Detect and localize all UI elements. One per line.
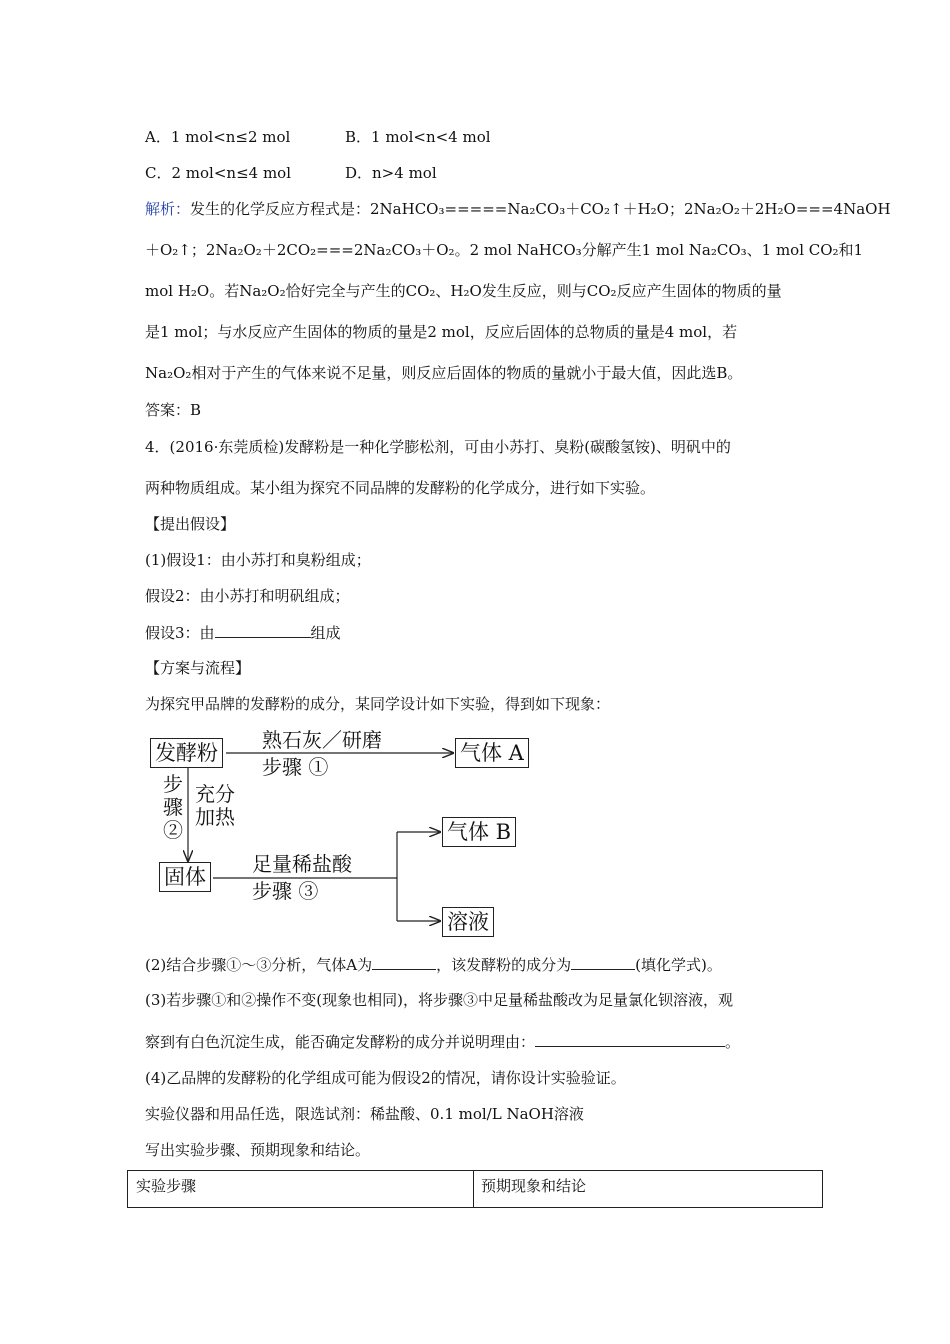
plan-intro: 为探究甲品牌的发酵粉的成分，某同学设计如下实验，得到如下现象： xyxy=(145,695,611,713)
table-header-steps: 实验步骤 xyxy=(136,1177,197,1195)
hypothesis-3: 假设3：由 组成 xyxy=(145,624,341,642)
q4-line-2: 两种物质组成。某小组为探究不同品牌的发酵粉的化学成分，进行如下实验。 xyxy=(145,479,656,497)
step2-condition: 充分加热 xyxy=(195,782,235,829)
q3-line-2: 察到有白色沉淀生成，能否确定发酵粉的成分并说明理由： 。 xyxy=(145,1033,741,1051)
hypothesis-1: (1)假设1：由小苏打和臭粉组成； xyxy=(145,551,371,569)
box-start: 发酵粉 xyxy=(150,738,223,768)
q3-line-1: (3)若步骤①和②操作不变(现象也相同)，将步骤③中足量稀盐酸改为足量氯化钡溶液，观 xyxy=(145,991,733,1009)
analysis-label: 解析： xyxy=(145,200,191,218)
box-solution: 溶液 xyxy=(442,907,494,937)
write-instruction: 写出实验步骤、预期现象和结论。 xyxy=(145,1141,371,1159)
box-solid: 固体 xyxy=(159,862,211,892)
option-a: A．1 mol<n≤2 mol xyxy=(145,128,291,146)
option-b: B．1 mol<n<4 mol xyxy=(345,128,491,146)
q4-sub-4: (4)乙品牌的发酵粉的化学组成可能为假设2的情况，请你设计实验验证。 xyxy=(145,1069,626,1087)
q2-blank-composition[interactable] xyxy=(571,954,635,970)
analysis-line-1: 解析：发生的化学反应方程式是：2NaHCO₃=====Na₂CO₃＋CO₂↑＋H₂O；2Na₂O₂＋2H₂O===4NaOH xyxy=(145,200,891,218)
q3-blank[interactable] xyxy=(535,1031,725,1047)
answer: 答案：B xyxy=(145,401,202,419)
analysis-line-5: Na₂O₂相对于产生的气体来说不足量，则反应后固体的物质的量就小于最大值，因此选B。 xyxy=(145,364,743,382)
option-d: D．n>4 mol xyxy=(345,164,437,182)
step3-reagent: 足量稀盐酸 xyxy=(252,852,352,876)
analysis-line-2: ＋O₂↑；2Na₂O₂＋2CO₂===2Na₂CO₃＋O₂。2 mol NaHCO₃分解产生1 mol Na₂CO₃、1 mol CO₂和1 xyxy=(145,241,864,259)
table-cell-results[interactable] xyxy=(473,1171,822,1207)
hypothesis-2: 假设2：由小苏打和明矾组成； xyxy=(145,587,350,605)
step1-label: 步骤 ① xyxy=(262,755,329,779)
table-header-results: 预期现象和结论 xyxy=(481,1177,587,1195)
hypothesis-title: 【提出假设】 xyxy=(145,515,236,533)
step3-label: 步骤 ③ xyxy=(252,879,319,903)
experiment-table xyxy=(127,1170,823,1208)
box-gas-b: 气体 B xyxy=(442,817,516,847)
analysis-line-3: mol H₂O。若Na₂O₂恰好完全与产生的CO₂、H₂O发生反应，则与CO₂反应产生固体的物质的量 xyxy=(145,282,782,300)
step1-reagent: 熟石灰／研磨 xyxy=(262,728,382,752)
reagents-line: 实验仪器和用品任选，限选试剂：稀盐酸、0.1 mol/L NaOH溶液 xyxy=(145,1105,584,1123)
q4-line-1: 4．(2016·东莞质检)发酵粉是一种化学膨松剂，可由小苏打、臭粉(碳酸氢铵)、明矾中的 xyxy=(145,438,731,456)
option-c: C．2 mol<n≤4 mol xyxy=(145,164,292,182)
box-gas-a: 气体 A xyxy=(455,738,529,768)
table-cell-steps[interactable] xyxy=(128,1171,474,1207)
q2: (2)结合步骤①～③分析，气体A为 ，该发酵粉的成分为 (填化学式)。 xyxy=(145,956,722,974)
analysis-line-4: 是1 mol；与水反应产生固体的物质的量是2 mol，反应后固体的总物质的量是4 mol，若 xyxy=(145,323,738,341)
q2-blank-gas[interactable] xyxy=(372,954,436,970)
step2-label: 步骤② xyxy=(163,772,183,842)
plan-title: 【方案与流程】 xyxy=(145,659,251,677)
